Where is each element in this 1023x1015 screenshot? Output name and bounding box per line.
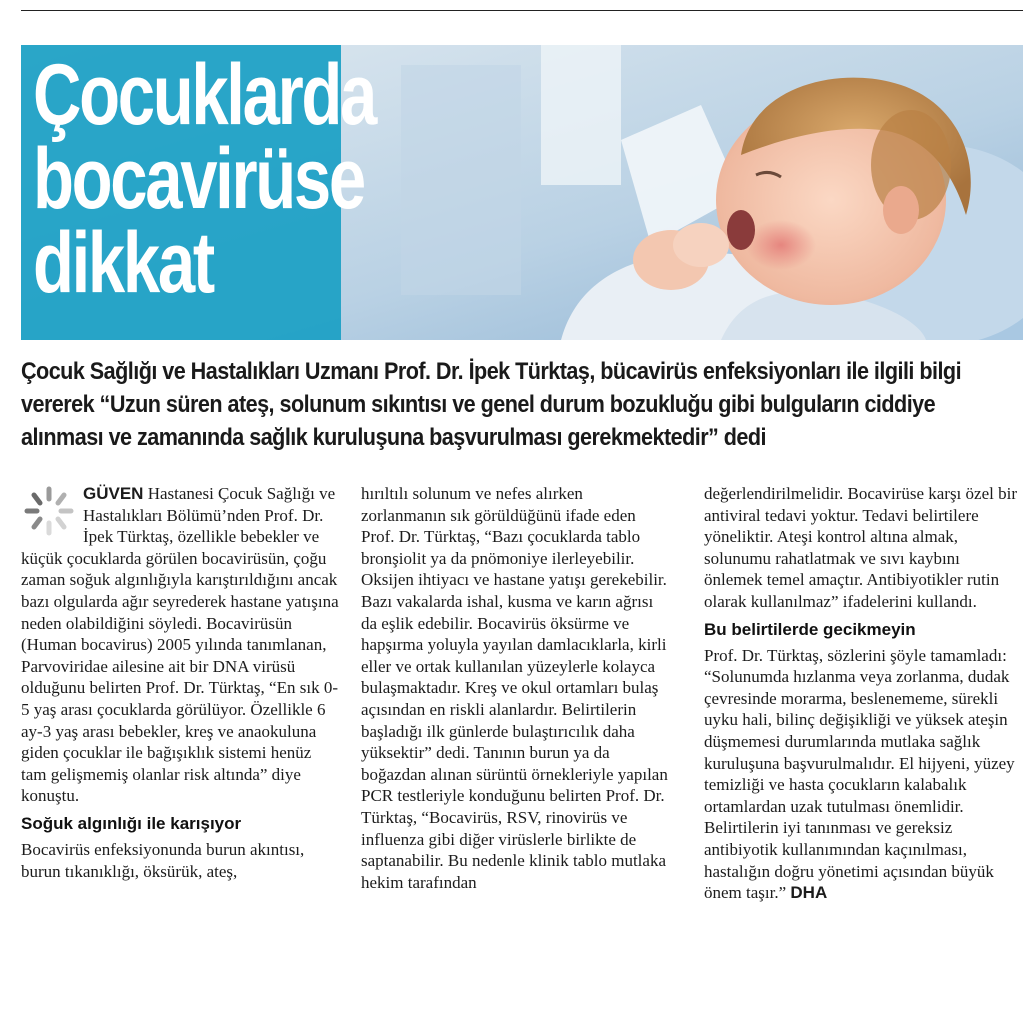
column-3-continuation [704,645,1022,904]
lead-paragraph [21,483,339,807]
signature: DHA [790,883,828,903]
deck-subtitle: Çocuk Sağlığı ve Hastalıkları Uzmanı Prof. Dr. İpek Türktaş, bücavirüs enfeksiyonları ile ilgili bilgi vererek “Uzun süren ateş, solunum sıkıntısı ve genel durum bozukluğu gibi bulguların ciddiye alınması ve zamanında sağlık kuruluşuna başvurulması gerekmektedir” dedi [21,358,962,451]
subhead-soguk-alginligi: Soğuk algınlığı ile karışıyor [21,813,242,833]
headline-line-3: dikkat [33,215,213,311]
headline [33,47,375,311]
column-2-text: hırıltılı solunum ve nefes alırken zorlanmanın sık görüldüğünü ifade eden Prof. Dr. Türktaş, “Bazı çocuklarda tablo bronşiolit ya da pnömoniye ilerleyebilir. Oksijen ihtiyacı ve hastane yatışı gerekebilir. Bazı vakalarda ishal, kusma ve karın ağrısı da eşlik edebilir. Bocavirüs öksürme ve hapşırma yoluyla yayılan damlacıklarla, kirli eller ve ortak kullanılan yüzeylerle kolayca bulaşmaktadır. Kreş ve okul ortamları bulaş açısından en riskli alanlardır. Belirtilerin başladığı ilk günlerde bulaştırıcılık daha yüksektir” dedi. Tanının burun ya da boğazdan alınan sürüntü örnekleriyle yapılan PCR testleriyle konduğunu belirten Prof. Dr. Türktaş, “Bocavirüs, RSV, rinovirüs ve influenza gibi diğer virüslerle birlikte de saptanabilir. Bu nedenle klinik tablo mutlaka hekim tarafından [361,484,668,892]
sunburst-icon [21,483,77,539]
headline-line-1: Çocuklarda [33,47,375,143]
column-3-text: değerlendirilmelidir. Bocavirüse karşı özel bir antiviral tedavi yoktur. Tedavi belirtilere yöneliktir. Ateşi kontrol altına almak, solunumu rahatlatmak ve sıvı kaybını önlemek temel amaçtır. Antibiyotikler rutin olarak kullanılmaz” ifadelerini kullandı. [704,484,1017,611]
headline-line-2: bocavirüse [33,131,364,227]
column-1-continuation: Bocavirüs enfeksiyonunda burun akıntısı, burun tıkanıklığı, öksürük, ateş, [21,839,305,881]
closing-text: Prof. Dr. Türktaş, sözlerini şöyle tamamladı: “Solunumda hızlanma veya zorlanma, dudak çevresinde morarma, beslenememe, sürekli uyku hali, bilinç değişikliği ve yüksek ateşin düşmemesi durumlarında mutlaka sağlık kuruluşuna başvurulmalıdır. El hijyeni, yüzey temizliği ve hasta çocukların kalabalık ortamlardan uzak tutulması önemlidir. Belirtilerin iyi tanınması ve gereksiz antibiyotik kullanımından kaçınılması, hastalığın doğru yönetimi açısından büyük önem taşır.” [704,645,1015,903]
lead-text: Hastanesi Çocuk Sağlığı ve Hastalıkları Bölümü’nden Prof. Dr. İpek Türktaş, özellikle bebekler ve küçük çocuklarda görülen bocavirüsün, çoğu zaman soğuk algınlığıyla karıştırıldığını ancak bazı olgularda ağır seyrederek hastane yatışına neden olabildiğini söyledi. Bocavirüsün (Human bocavirus) 2005 yılında tanımlanan, Parvoviridae ailesine ait bir DNA virüsü olduğunu belirten Prof. Dr. Türktaş, “En sık 0-5 yaş arası çocuklarda görülüyor. Özellikle 6 ay-3 yaş arası bebekler, kreş ve anaokuluna giden çocuklar ile bağışıklık sistemi henüz tam gelişmemiş olanlar risk altında” diye konuştu. [21,484,339,806]
headline-box [21,45,375,340]
article-column-2 [361,483,671,893]
subhead-belirtiler: Bu belirtilerde gecikmeyin [704,619,916,639]
lead-word: GÜVEN [83,484,144,503]
article-column-1 [21,483,339,882]
top-rule [21,10,1023,11]
article-column-3 [704,483,1022,904]
